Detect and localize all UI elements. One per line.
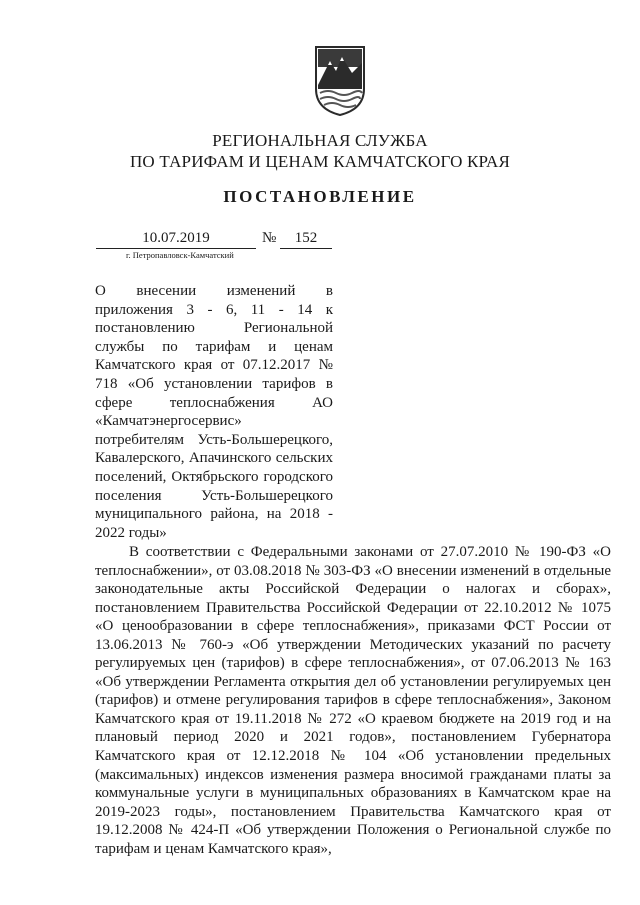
document-city: г. Петропавловск-Камчатский (126, 250, 234, 260)
document-body-paragraph: В соответствии с Федеральными законами от 27.07.2010 № 190-ФЗ «О теплоснабжении», от 03.08.2018 № 303-ФЗ «О внесении изменений в отдельные законодательные акты Российской Федерации о налогах и сборах», постановлением Правительства Российской Федерации от 22.10.2012 № 1075 «О ценообразовании в сфере теплоснабжения», приказами ФСТ России от 13.06.2013 № 760-э «Об утверждении Методических указаний по расчету регулируемых цен (тарифов) в сфере теплоснабжения», от 07.06.2013 № 163 «Об утверждении Регламента открытия дел об установлении регулируемых цен (тарифов) и отмене регулирования тарифов в сфере теплоснабжения», Законом Камчатского края от 19.11.2018 № 272 «О краевом бюджете на 2019 год и на плановый период 2020 и 2021 годов», постановлением Губернатора Камчатского края от 12.12.2018 № 104 «Об установлении предельных (максимальных) индексов изменения размера вносимой гражданами платы за коммунальные услуги в муниципальных образованиях в Камчатском крае на 2019-2023 годы», постановлением Правительства Камчатского края от 19.12.2008 № 424-П «Об утверждении Положения о Региональной службе по тарифам и ценам Камчатского края», (95, 544, 611, 857)
document-type: ПОСТАНОВЛЕНИЕ (223, 187, 417, 206)
agency-name (0, 130, 640, 172)
agency-name-line2: ПО ТАРИФАМ И ЦЕНАМ КАМЧАТСКОГО КРАЯ (129, 152, 511, 171)
document-subject: О внесении изменений в приложения 3 - 6, 11 - 14 к постановлению Региональной службы по тарифам и ценам Камчатского края от 07.12.2017 № 718 «Об установлении тарифов в сфере теплоснабжения АО «Камчатэнергосервис» потребителям Усть-Большерецкого, Кавалерского, Апачинского сельских поселений, Октябрьского городского поселения Усть-Большерецкого муниципального района, на 2018 - 2022 годы» (95, 283, 333, 541)
agency-name-line1: РЕГИОНАЛЬНАЯ СЛУЖБА (212, 131, 428, 150)
number-sign: № (262, 230, 277, 246)
document-date: 10.07.2019 (96, 228, 256, 249)
document-number: 152 (280, 228, 332, 249)
kamchatka-coat-of-arms-icon (314, 45, 366, 117)
